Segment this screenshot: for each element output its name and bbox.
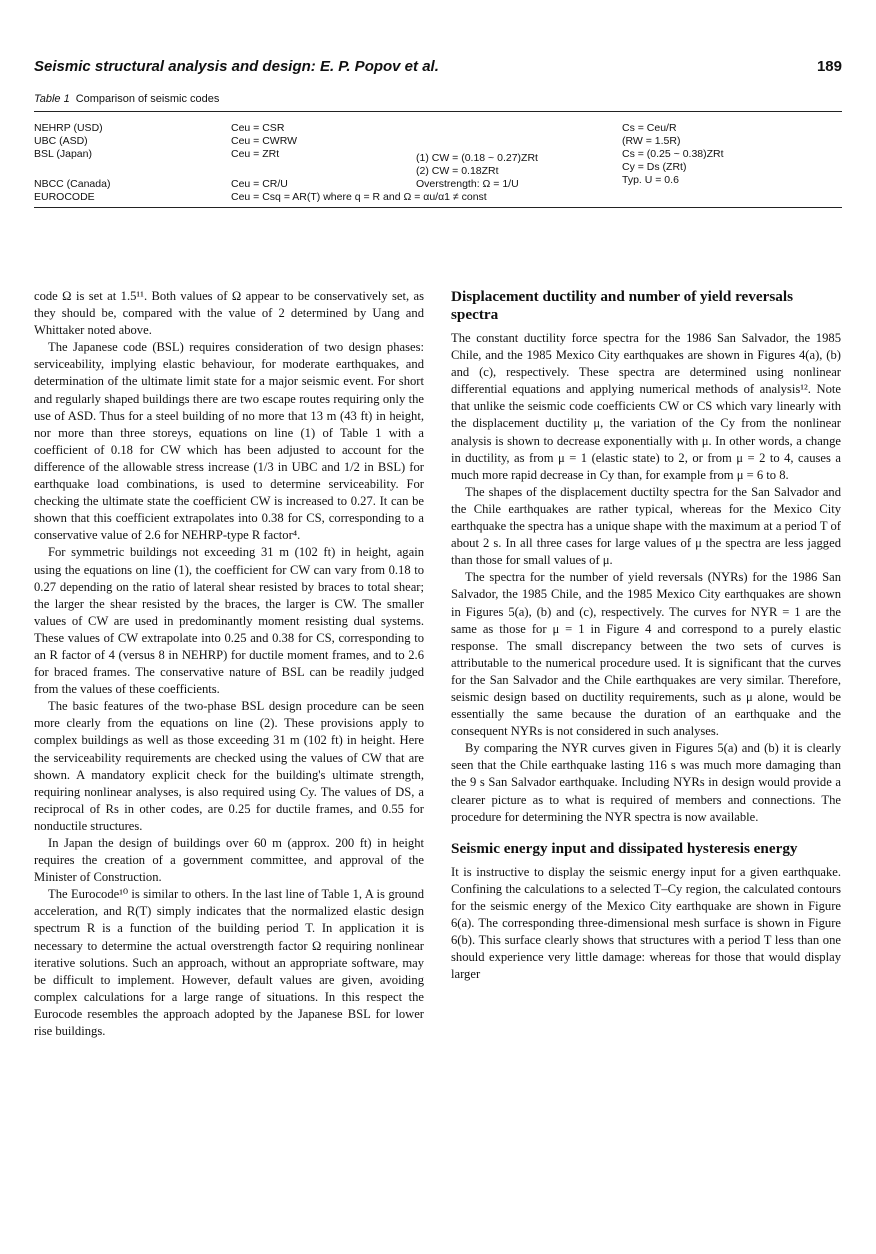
table-cell-formula: Ceu = CWRW <box>231 135 298 147</box>
section-heading-energy: Seismic energy input and dissipated hysteresis energy <box>451 839 798 857</box>
table-number: Table 1 <box>34 93 70 105</box>
table-cell-ultimate: Cy = Ds (ZRt) <box>622 161 687 173</box>
table-cell-code: EUROCODE <box>34 191 95 203</box>
paragraph: code Ω is set at 1.5¹¹. Both values of Ω appear to be conservatively set, as they should be, compared with the value of 2 determined by Uang and Whittaker noted above. <box>34 289 424 338</box>
table-cell-code: NEHRP (USD) <box>34 122 103 134</box>
right-column <box>451 288 841 1248</box>
paragraph: The spectra for the number of yield reversals (NYRs) for the 1986 San Salvador, the 1985 Chile, and the 1985 Mexico City earthquakes are shown in Figures 5(a), (b) and (c), respectively. The curves for NYR = 1 are the same as those for μ = 1 in Figure 4 and correspond to a purely elastic response. The small discrepancy between the two sets of curves is attributable to the numerical procedure used. It is significant that the curves for the San Salvador and the Chile earthquakes are very similar. Therefore, seismic design based on ductility requirements, such as μ alone, would be essentially the same because the duration of an earthquake and the consequent NYRs is not considered in such analyses. <box>451 570 841 739</box>
running-title: Seismic structural analysis and design: E. P. Popov et al. <box>34 58 439 75</box>
paragraph: By comparing the NYR curves given in Figures 5(a) and (b) it is clearly seen that the Chile earthquake lasting 116 s was much more damaging than the 9 s San Salvador earthquake. Including NYRs in design would provide a clearer picture as to what is required of members and connections. The procedure for determining the NYR spectra is now available. <box>451 741 841 824</box>
table-cell-ultimate: Cs = Ceu/R <box>622 122 677 134</box>
table-cell-serviceability: (1) CW = (0.18 ~ 0.27)ZRt <box>416 152 538 164</box>
seismic-codes-table <box>34 122 842 204</box>
table-cell-code: BSL (Japan) <box>34 148 92 160</box>
table-cell-formula: Ceu = CR/U <box>231 178 288 190</box>
table-bottom-rule <box>34 207 842 208</box>
running-head <box>34 58 842 80</box>
table-cell-formula: Ceu = CSR <box>231 122 285 134</box>
table-cell-formula: Ceu = Csq = AR(T) where q = R and Ω = αu/α1 ≠ const <box>231 191 487 203</box>
paragraph: For symmetric buildings not exceeding 31 m (102 ft) in height, again using the equations on line (1), the coefficient for CW can vary from 0.18 to 0.27 depending on the ratio of lateral shear resisted by braces to total shear; the larger the shear resisted by the braces, the larger is CW. The smaller values of CW are used in predominantly moment resisting dual systems. These values of CW extrapolate into 0.25 and 0.38 for CS, corresponding to an R factor of 4 (versus 8 in NEHRP) for ductile moment frames, and to 2.6 for braced frames. The conservative nature of BSL can be readily judged from the values of these coefficients. <box>34 545 424 697</box>
table-cell-ultimate: Typ. U = 0.6 <box>622 174 679 186</box>
table-cell-code: NBCC (Canada) <box>34 178 111 190</box>
paragraph: The basic features of the two-phase BSL design procedure can be seen more clearly from the equations on line (2). These provisions apply to complex buildings as well as those exceeding 31 m (102 ft) in height. Here the serviceability requirements are checked using the values of CW that are shown. A mandatory explicit check for the building's ultimate strength, requiring nonlinear analyses, is also required using Cy. The values of DS, a reciprocal of Rs in other codes, are 0.25 for ductile frames, and 0.55 for nonductile structures. <box>34 699 424 833</box>
table-cell-ultimate: Cs = (0.25 ~ 0.38)ZRt <box>622 148 724 160</box>
paragraph: In Japan the design of buildings over 60 m (approx. 200 ft) in height requires the creation of a government committee, and approval of the Minister of Construction. <box>34 836 424 885</box>
table-caption <box>34 93 219 105</box>
paragraph: It is instructive to display the seismic energy input for a given earthquake. Confining the calculations to a selected T–Cy region, the calculated contours for the seismic energy of the Mexico City earthquake are shown in Figure 6(a). The corresponding three-dimensional mesh surface is shown in Figure 6(b). This surface clearly shows that structures with a period T less than one should experience very little damage: whereas for those that would display larger <box>451 864 841 982</box>
table-top-rule <box>34 111 842 112</box>
table-cell-serviceability: (2) CW = 0.18ZRt <box>416 165 499 177</box>
paragraph: The Japanese code (BSL) requires consideration of two design phases: serviceability, implying elastic behaviour, for moderate earthquakes, and determination of the ultimate limit state for a major seismic event. For short and regularly shaped buildings there are two escape routes requiring only the use of ASD. Thus for a steel building of no more that 13 m (43 ft) in height, nor more than three storeys, equations on line (1) of Table 1 with a coefficient of 0.18 for CW which has been adjusted to account for the difference of the allowable stress increase (1/3 in UBC and 1/2 in BSL) for earthquake load combinations, is used to determine serviceability. For checking the ultimate state the coefficient CW is increased to 0.27. It can be shown that this coefficient extrapolates into 0.38 for CS, corresponding to a conservative value of 2.6 for NEHRP-type R factor⁴. <box>34 340 424 543</box>
table-cell-serviceability: Overstrength: Ω = 1/U <box>416 178 519 190</box>
table-cell-code: UBC (ASD) <box>34 135 88 147</box>
table-cell-ultimate: (RW = 1.5R) <box>622 135 681 147</box>
paragraph: The constant ductility force spectra for the 1986 San Salvador, the 1985 Chile, and the 1985 Mexico City earthquakes are shown in Figures 4(a), (b) and (c), respectively. These spectra are determined using nonlinear differential equations and applying numerical methods of analysis¹². Note that unlike the seismic code coefficients CW or CS which vary linearly with the displacement ductility μ, the variation of the Cy from the nonlinear analysis is shown to decrease exponentially with μ. In other words, a change in ductility, as from μ = 1 (elastic state) to 2, or from μ = 2 to 4, causes a much more rapid decrease in Cy than, for example from μ = 6 to 8. <box>451 331 841 482</box>
table-cell-formula: Ceu = ZRt <box>231 148 280 160</box>
left-column <box>34 288 424 1248</box>
section-heading-ductility: Displacement ductility and number of yield reversals spectra <box>451 288 793 323</box>
table-title: Comparison of seismic codes <box>75 93 220 105</box>
paragraph: The shapes of the displacement ductilty spectra for the San Salvador and the Chile earthquakes are rather typical, whereas for the Mexico City earthquake the spectra has a unique shape with the maximum at a period T of about 2 s. In all three cases for large values of μ the spectra are less jagged than those for small values of μ. <box>451 484 841 568</box>
page-number: 189 <box>816 58 842 75</box>
paragraph: The Eurocode¹⁰ is similar to others. In the last line of Table 1, A is ground acceleration, and R(T) simply indicates that the normalized elastic design spectrum R is a function of the building period T. In application it is necessary to determine the actual overstrength factor Ω requiring nonlinear iterative solutions. Such an approach, without an appropriate software, may be difficult to implement. However, default values are given, avoiding complex calculations for a large range of situations. In this respect the Eurocode resembles the approach adopted by the Japanese BSL for lower rise buildings. <box>34 887 424 1039</box>
